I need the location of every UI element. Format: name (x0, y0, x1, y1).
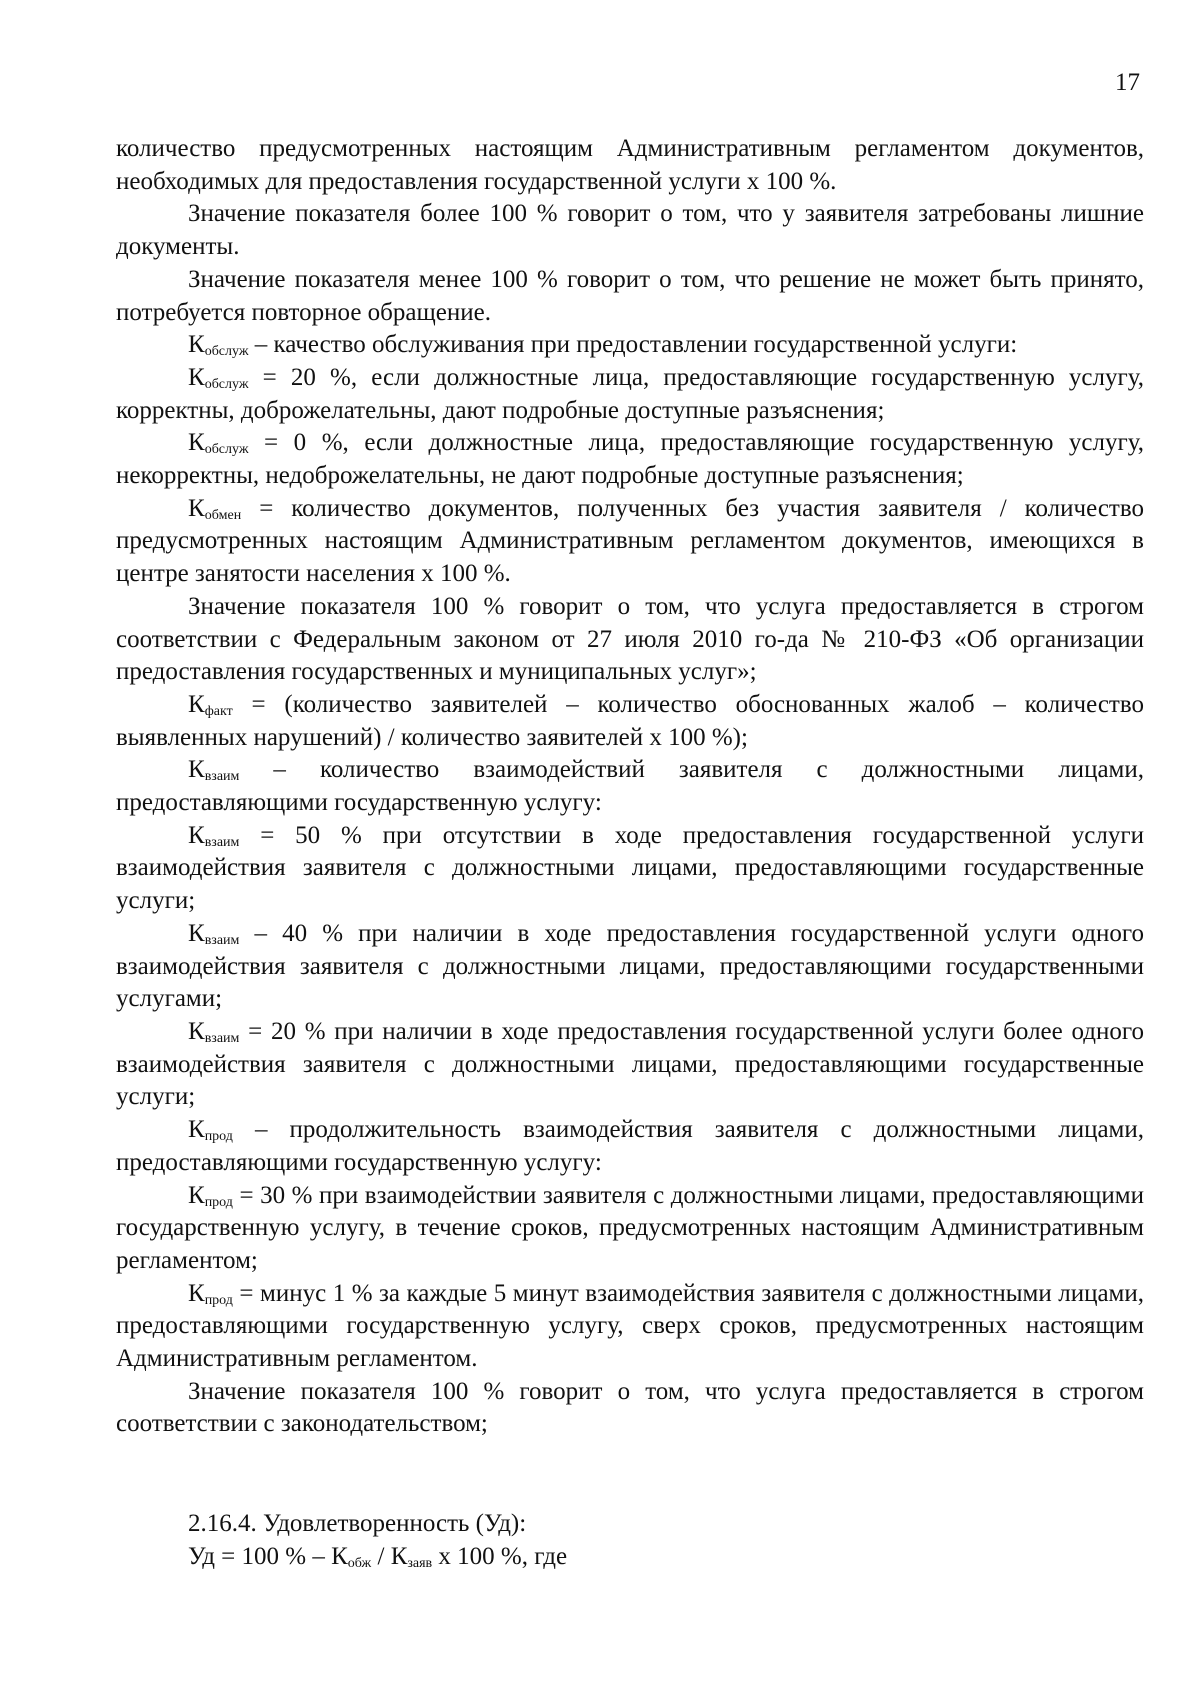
page-number: 17 (1115, 69, 1140, 96)
indicator-symbol: К (188, 1017, 205, 1045)
indicator-paragraph: $К_{обмен}$ = количество документов, полученных без участия заявителя / количество предусмотренных настоящим Административным регламентом документов, имеющихся в центре занятости населения х 100 %. (116, 494, 1144, 588)
paragraph: Значение показателя более 100 % говорит о том, что у заявителя затребованы лишние документы. (116, 200, 1144, 261)
indicator-symbol: К (188, 821, 205, 849)
indicator-subscript: взаим (204, 834, 240, 850)
indicator-symbol: К (188, 1116, 205, 1144)
indicator-paragraph: $К_{обслуж}$ – качество обслуживания при предоставлении государственной услуги: (188, 331, 1018, 360)
indicator-symbol: К (188, 363, 205, 391)
indicator-subscript: заяв (407, 1555, 433, 1571)
indicator-paragraph: $К_{взаим} = 20$ % при наличии в ходе предоставления государственной услуги более одного взаимодействия заявителя с должностными лицами, предоставляющими государственные услуги; (116, 1017, 1144, 1111)
indicator-subscript: прод (204, 1194, 233, 1210)
indicator-symbol: К (188, 494, 205, 522)
indicator-symbol: К (331, 1542, 348, 1570)
indicator-symbol: К (188, 756, 205, 784)
indicator-subscript: взаим (204, 769, 240, 785)
indicator-paragraph: $К_{прод}$ – продолжительность взаимодействия заявителя с должностными лицами, предоставляющими государственную услугу: (116, 1116, 1144, 1176)
paragraph: Значение показателя 100 % говорит о том, что услуга предоставляется в строгом соответствии с Федеральным законом от 27 июля 2010 го-да № 210-ФЗ «Об организации предоставления государственных и муниципальных услуг»; (116, 592, 1144, 686)
indicator-paragraph: $К_{взаим} = 50$ % при отсутствии в ходе предоставления государственной услуги взаимодействия заявителя с должностными лицами, предоставляющими государственные услуги; (116, 821, 1144, 915)
indicator-subscript: взаим (204, 932, 240, 948)
paragraph: количество предусмотренных настоящим Административным регламентом документов, необходимых для предоставления государственной услуги х 100 %. (116, 135, 1144, 195)
indicator-subscript: обж (347, 1555, 372, 1571)
section-2-16-4 (116, 1508, 1144, 1573)
indicator-paragraph: $К_{прод} = 30$ % при взаимодействии заявителя с должностными лицами, предоставляющими государственную услугу, в течение сроков, предусмотренных настоящим Административным регламентом; (116, 1181, 1144, 1274)
indicator-symbol: К (390, 1542, 408, 1570)
indicator-paragraph: $К_{прод}$ = минус 1 % за каждые 5 минут взаимодействия заявителя с должностными лицами, предоставляющими государственную услугу, сверх сроков, предусмотренных настоящим Административным регламентом. (116, 1279, 1144, 1373)
indicator-subscript: обмен (204, 507, 242, 523)
body-text (116, 133, 1144, 1441)
indicator-subscript: обслуж (204, 376, 249, 392)
paragraph: Значение показателя 100 % говорит о том, что услуга предоставляется в строгом соответствии с законодательством; (116, 1377, 1144, 1438)
indicator-paragraph: $К_{факт}$ = (количество заявителей – количество обоснованных жалоб – количество выявленных нарушений) / количество заявителей х 100 %); (116, 690, 1144, 751)
indicator-symbol: К (188, 690, 205, 718)
indicator-subscript: факт (204, 703, 233, 719)
indicator-paragraph: $К_{обслуж} = 0$ %, если должностные лица, предоставляющие государственную услугу, некорректны, недоброжелательны, не дают подробные доступные разъяснения; (116, 429, 1144, 490)
indicator-symbol: К (188, 1279, 205, 1307)
indicator-paragraph: $К_{обслуж} = 20$ %, если должностные лица, предоставляющие государственную услугу, корректны, доброжелательны, дают подробные доступные разъяснения; (116, 363, 1144, 424)
indicator-paragraph: $К_{взаим} - 40$ % при наличии в ходе предоставления государственной услуги одного взаимодействия заявителя с должностными лицами, предоставляющими государственными услугами; (116, 919, 1144, 1013)
indicator-subscript: обслуж (204, 442, 249, 458)
indicator-subscript: прод (204, 1292, 233, 1308)
indicator-subscript: прод (204, 1129, 233, 1145)
indicator-symbol: К (188, 429, 205, 457)
indicator-symbol: К (188, 919, 205, 947)
indicator-symbol: К (188, 1181, 205, 1209)
indicator-subscript: взаим (204, 1030, 240, 1046)
paragraph: Значение показателя менее 100 % говорит о том, что решение не может быть принято, потребуется повторное обращение. (116, 265, 1144, 326)
section-heading: 2.16.4. Удовлетворенность (Уд): (188, 1510, 527, 1537)
indicator-symbol: К (188, 331, 205, 359)
satisfaction-formula: Уд = 100 % – $К_{обж} / К_{заяв}$ х 100 %, где (188, 1542, 568, 1571)
indicator-subscript: обслуж (204, 344, 249, 360)
indicator-paragraph: $К_{взаим}$ – количество взаимодействий заявителя с должностными лицами, предоставляющими государственную услугу: (116, 756, 1144, 817)
